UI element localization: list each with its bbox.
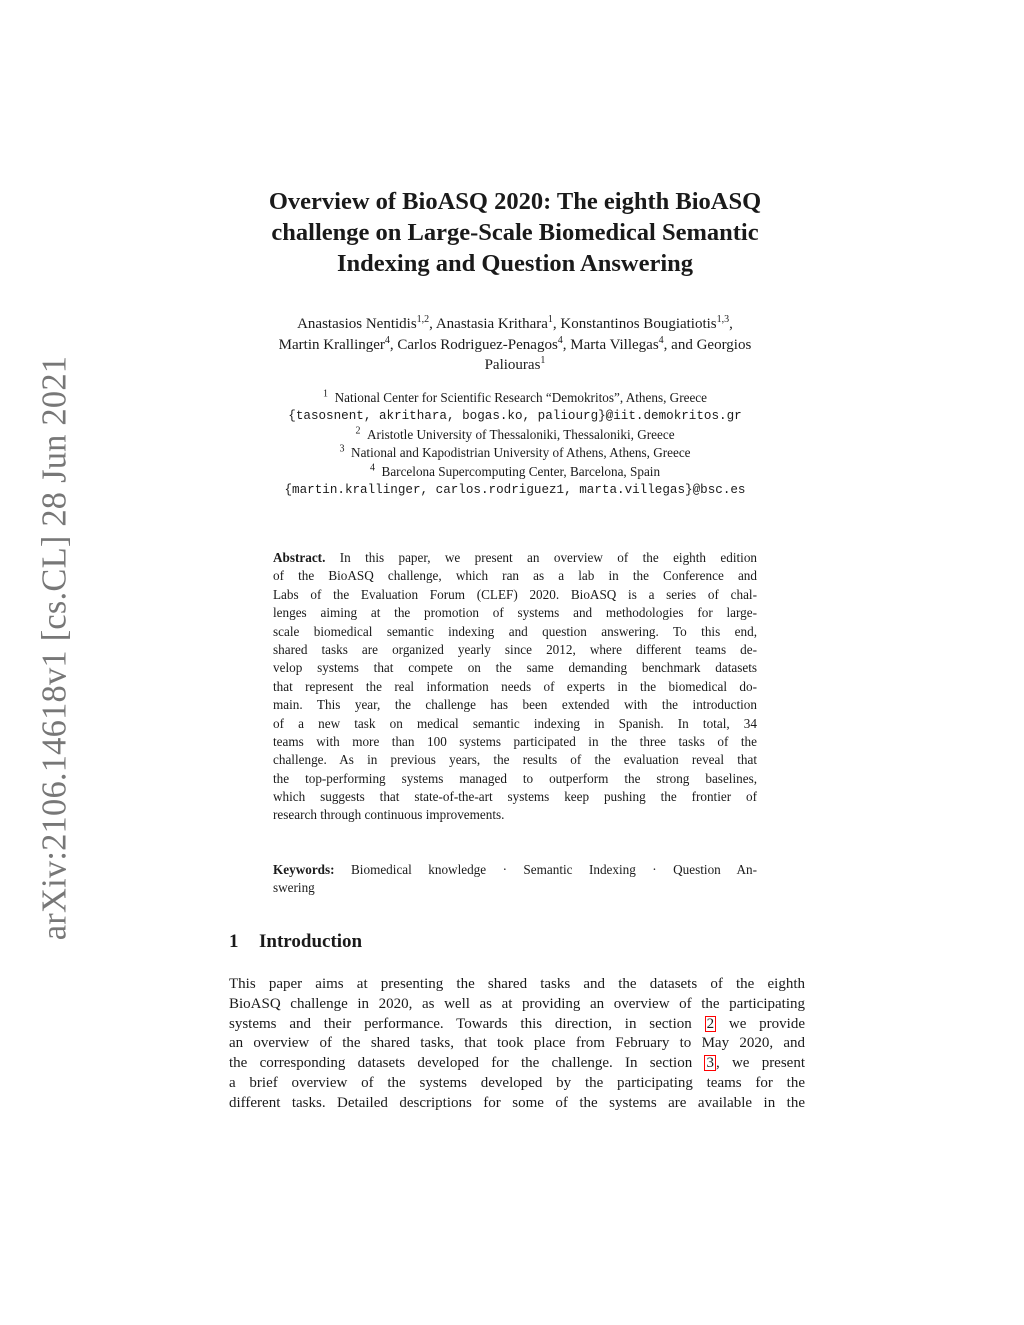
abstract-line: shared tasks are organized yearly since 2012, where different teams de-	[273, 641, 757, 657]
abstract-line: of a new task on medical semantic indexing in Spanish. In total, 34	[273, 715, 757, 731]
author-conjunction: and Georgios	[671, 336, 752, 353]
author-line: Martin Krallinger$^4$, Carlos Rodriguez-Penagos$^4$, Marta Villegas$^4$, and Georgios	[278, 334, 752, 353]
keywords-text: Biomedical knowledge · Semantic Indexing · Question An-	[351, 862, 758, 877]
abstract-line: velop systems that compete on the same demanding benchmark datasets	[273, 660, 757, 676]
author-affil-sup: 4	[658, 334, 664, 346]
body-line: an overview of the shared tasks, that took place from February to May 2020, and	[229, 1035, 805, 1052]
title-line: Overview of BioASQ 2020: The eighth BioASQ	[268, 188, 762, 215]
abstract-text: In this paper, we present an overview of the eighth edition	[339, 550, 758, 565]
abstract-line: which suggests that state-of-the-art systems keep pushing the frontier of	[273, 789, 757, 805]
body-line: BioASQ challenge in 2020, as well as at providing an overview of the participating	[229, 995, 805, 1012]
body-line: This paper aims at presenting the shared tasks and the datasets of the eighth	[229, 976, 805, 992]
abstract-line: lenges aiming at the promotion of systems and methodologies for large-	[273, 605, 757, 621]
affiliation	[200, 444, 830, 462]
body-line	[229, 1015, 805, 1035]
author-line: Anastasios Nentidis$^{1,2}$, Anastasia Krithara$^1$, Konstantinos Bougiatiotis$^{1,3}$,	[297, 314, 733, 332]
affiliation	[200, 426, 830, 444]
author-affil-sup: 4	[557, 334, 563, 346]
section-body	[229, 975, 805, 1114]
abstract-line: Labs of the Evaluation Forum (CLEF) 2020. BioASQ is a series of chal-	[273, 586, 757, 602]
abstract-line: that represent the real information needs of experts in the biomedical do-	[273, 678, 757, 694]
affiliation-number: 3	[339, 443, 345, 455]
affiliation-text: National Center for Scientific Research “Demokritos”, Athens, Greece	[334, 390, 707, 405]
keywords-label: Keywords:	[273, 862, 335, 877]
affiliation-list	[200, 389, 830, 499]
body-text: systems and their performance. Towards this direction, in section	[229, 1015, 692, 1032]
section-ref-link[interactable]: 2	[706, 1015, 715, 1032]
affiliation-email: {martin.krallinger, carlos.rodriguez1, marta.villegas}@bsc.es	[284, 483, 746, 498]
body-line: different tasks. Detailed descriptions for some of the systems are available in the	[229, 1094, 805, 1111]
author-affil-sup: 1,3	[716, 314, 730, 325]
title-line: challenge on Large-Scale Biomedical Semantic	[271, 219, 759, 246]
title-line: Indexing and Question Answering	[336, 250, 694, 277]
section-title: Introduction	[259, 931, 363, 952]
author-list	[205, 314, 825, 376]
abstract-line	[273, 549, 757, 567]
abstract-line: of the BioASQ challenge, which ran as a lab in the Conference and	[273, 568, 757, 584]
author-name: Marta Villegas	[570, 336, 659, 353]
abstract	[273, 549, 757, 825]
keywords-line: swering	[273, 880, 315, 896]
author-affil-sup: 1	[540, 355, 546, 366]
author-affil-sup: 4	[384, 334, 390, 346]
affiliation-email: {tasosnent, akrithara, bogas.ko, paliourg}@iit.demokritos.gr	[288, 409, 742, 424]
body-text: we provide	[728, 1015, 805, 1032]
keywords	[273, 861, 757, 898]
abstract-line: research through continuous improvements.	[273, 807, 505, 823]
body-line: a brief overview of the systems developed by the participating teams for the	[229, 1074, 805, 1091]
abstract-line: challenge. As in previous years, the results of the evaluation reveal that	[273, 752, 757, 768]
author-name: Konstantinos Bougiatiotis	[560, 316, 717, 332]
abstract-line: main. This year, the challenge has been extended with the introduction	[273, 697, 757, 713]
author-line	[205, 355, 825, 376]
section-heading	[229, 930, 362, 954]
body-line	[229, 1054, 805, 1074]
section-number: 1	[229, 931, 239, 952]
affiliation-number: 4	[369, 462, 375, 474]
abstract-line: scale biomedical semantic indexing and question answering. To this end,	[273, 623, 757, 639]
author-name: Paliouras	[484, 357, 541, 373]
affiliation-number: 1	[323, 388, 328, 400]
keywords-line	[273, 861, 757, 879]
affiliation-text: Barcelona Supercomputing Center, Barcelona, Spain	[381, 463, 661, 479]
section-ref-link[interactable]: 3	[706, 1055, 714, 1072]
abstract-line: teams with more than 100 systems participated in the three tasks of the	[273, 733, 757, 749]
affiliation	[200, 463, 830, 481]
affiliation-text: National and Kapodistrian University of Athens, Athens, Greece	[351, 445, 691, 461]
body-text: , we present	[715, 1055, 806, 1072]
affiliation-text: Aristotle University of Thessaloniki, Thessaloniki, Greece	[367, 426, 675, 442]
arxiv-identifier-stamp: arXiv:2106.14618v1 [cs.CL] 28 Jun 2021	[35, 355, 74, 941]
author-affil-sup: 1,2	[416, 314, 430, 325]
affiliation-number: 2	[355, 425, 361, 437]
author-name: Martin Krallinger	[278, 336, 385, 353]
paper-title	[200, 186, 830, 279]
author-affil-sup: 1	[547, 314, 553, 325]
author-name: Anastasia Krithara	[435, 316, 548, 332]
author-name: Carlos Rodriguez-Penagos	[397, 336, 558, 353]
body-text: the corresponding datasets developed for the challenge. In section	[229, 1055, 693, 1072]
abstract-label: Abstract.	[273, 550, 326, 565]
author-name: Anastasios Nentidis	[297, 316, 417, 332]
affiliation	[200, 389, 830, 407]
abstract-line: the top-performing systems managed to outperform the strong baselines,	[273, 770, 757, 786]
